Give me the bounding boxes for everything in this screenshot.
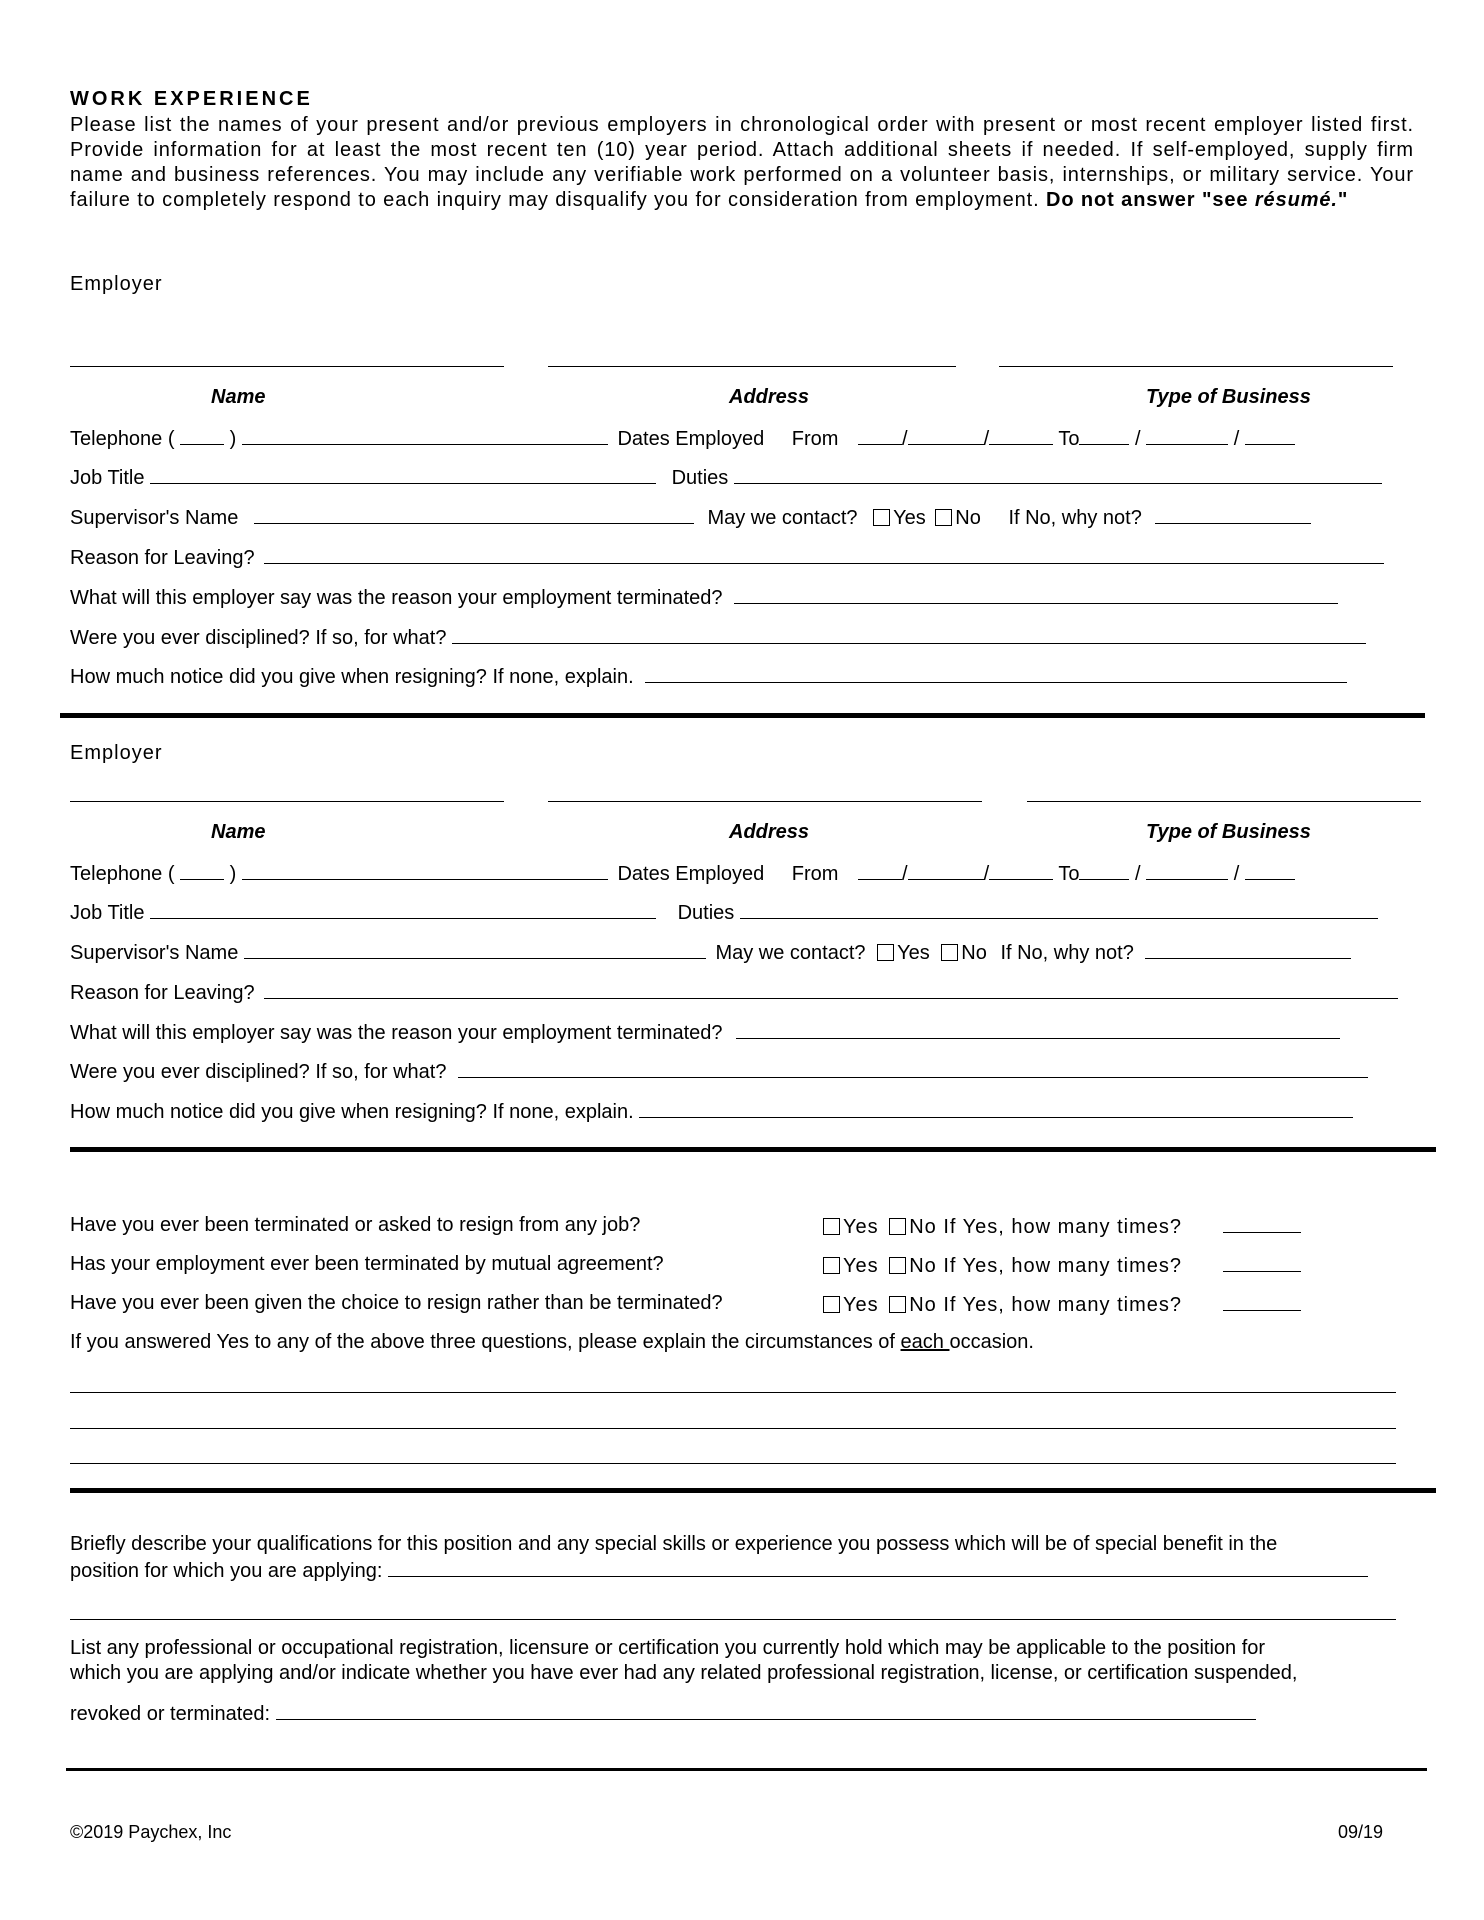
employer-2-type-field[interactable] [1027,801,1421,802]
telephone-label: Telephone ( [70,428,175,450]
employer-1-say-field[interactable] [734,585,1338,604]
employer-1-disciplined-field[interactable] [452,625,1366,644]
employer-1-to-year[interactable] [1245,426,1295,445]
employer-2-disciplined-field[interactable] [458,1059,1368,1078]
q1-times-field[interactable] [1223,1214,1301,1233]
employer-1-notice-row [70,664,1347,688]
employer-2-job-title-field[interactable] [150,900,656,919]
from-label: From [791,428,839,450]
q2-answer-row: Yes No If Yes, how many times? [823,1253,1301,1277]
qualifications-field[interactable] [388,1558,1368,1577]
question-terminated: Have you ever been terminated or asked to resign from any job? [70,1214,641,1236]
employer-1-type-field[interactable] [999,366,1393,367]
employer-1-from-day[interactable] [908,426,984,445]
employer-2-supervisor-row: Supervisor's Name May we contact? Yes No If No, why not? [70,940,1351,964]
employer-2-contact-no-checkbox[interactable] [941,944,958,961]
q2-yes-checkbox[interactable] [823,1257,840,1274]
footer-copyright: ©2019 Paychex, Inc [70,1822,232,1842]
employer-say-label: What will this employer say was the reason your employment terminated? [70,587,723,609]
employer-2-name-field[interactable] [70,801,504,802]
dates-employed-label: Dates Employed [617,428,765,450]
employer-1-job-title-field[interactable] [150,465,656,484]
employer-1-duties-field[interactable] [734,465,1382,484]
employer-1-disciplined-row [70,625,1366,649]
q3-times-field[interactable] [1223,1292,1301,1311]
employer-2-to-year[interactable] [1245,861,1295,880]
employer-1-to-day[interactable] [1146,426,1228,445]
employer-2-to-month[interactable] [1079,861,1129,880]
section-divider-1 [60,713,1425,718]
employer-2-col-name: Name [211,821,266,843]
to-label: To [1058,428,1080,450]
qualifications-line-2: position for which you are applying: [70,1558,1368,1582]
employer-1-supervisor-row [70,505,1311,529]
q1-answer-row: Yes No If Yes, how many times? [823,1214,1301,1238]
qualifications-line-1: Briefly describe your qualifications for this position and any special skills or experience you possess which will be of special benefit in the [70,1533,1278,1555]
employer-1-from-month[interactable] [858,426,902,445]
q1-yes-checkbox[interactable] [823,1218,840,1235]
employer-1-reason-field[interactable] [264,545,1384,564]
employer-2-job-row: Job Title Duties [70,900,1378,924]
employer-2-from-day[interactable] [908,861,984,880]
notice-label: How much notice did you give when resigning? If none, explain. [70,666,634,688]
explain-line-1[interactable] [70,1392,1396,1393]
employer-2-col-type: Type of Business [1146,821,1311,843]
qualifications-line-extra[interactable] [70,1619,1396,1620]
employer-1-contact-yes-checkbox[interactable] [873,509,890,526]
if-no-label: If No, why not? [1008,507,1142,529]
employer-1-address-field[interactable] [548,366,956,367]
section-divider-2 [70,1147,1436,1152]
q3-yes-checkbox[interactable] [823,1296,840,1313]
q3-answer-row: Yes No If Yes, how many times? [823,1292,1301,1316]
employer-2-reason-row: Reason for Leaving? [70,980,1398,1004]
employer-1-to-month[interactable] [1079,426,1129,445]
reason-leaving-label: Reason for Leaving? [70,547,255,569]
employer-2-say-row: What will this employer say was the reason your employment terminated? [70,1020,1340,1044]
employer-2-label: Employer [70,742,163,764]
q2-no-checkbox[interactable] [889,1257,906,1274]
employer-1-reason-row [70,545,1384,569]
q3-no-checkbox[interactable] [889,1296,906,1313]
employer-1-telephone-row: Telephone ( ) Dates Employed From / / To / / [70,426,1295,450]
employer-2-from-year[interactable] [989,861,1053,880]
job-title-label: Job Title [70,467,145,489]
employer-1-say-row [70,585,1338,609]
explain-instruction: If you answered Yes to any of the above three questions, please explain the circumstances of each occasion. [70,1331,1034,1353]
yes-label: Yes [893,507,926,529]
employer-2-duties-field[interactable] [740,900,1378,919]
employer-1-col-address: Address [729,386,810,408]
employer-2-telephone-row: Telephone ( ) Dates Employed From / / To / / [70,861,1295,885]
licensure-line-2: which you are applying and/or indicate whether you have ever had any related professional registration, license, or certification suspended, [70,1662,1298,1684]
employer-1-area-code-field[interactable] [180,426,224,445]
employer-1-contact-no-checkbox[interactable] [935,509,952,526]
employer-2-disciplined-row: Were you ever disciplined? If so, for what? [70,1059,1368,1083]
employer-1-telephone-field[interactable] [242,426,608,445]
employer-1-supervisor-field[interactable] [254,505,694,524]
employer-2-address-field[interactable] [548,801,982,802]
no-label: No [955,507,981,529]
footer-divider [66,1768,1427,1771]
question-choice-to-resign: Have you ever been given the choice to resign rather than be terminated? [70,1292,723,1314]
may-contact-label: May we contact? [707,507,858,529]
employer-1-why-not-field[interactable] [1155,505,1311,524]
employer-2-area-code-field[interactable] [180,861,224,880]
employer-2-col-address: Address [729,821,810,843]
duties-label: Duties [671,467,729,489]
licensure-line-3: revoked or terminated: [70,1701,1256,1725]
intro-text: Please list the names of your present and/or previous employers in chronological order with present or most recent employer listed first. Provide information for at least the most recent ten (10) year period. Attach additional sheets if needed. If self-employed, supply firm name and business references. You may include any verifiable work performed on a volunteer basis, internships, or military service. Your failure to completely respond to each inquiry may disqualify you for consideration from employment. [70,114,1414,211]
employer-1-notice-field[interactable] [645,664,1347,683]
employer-2-notice-row: How much notice did you give when resigning? If none, explain. [70,1099,1353,1123]
licensure-field[interactable] [276,1701,1256,1720]
employer-2-telephone-field[interactable] [242,861,608,880]
intro-paragraph [70,113,1414,213]
employer-2-contact-yes-checkbox[interactable] [877,944,894,961]
disciplined-label: Were you ever disciplined? If so, for what? [70,627,447,649]
employer-2-reason-field[interactable] [264,980,1398,999]
employer-1-label: Employer [70,273,163,295]
explain-line-3[interactable] [70,1463,1396,1464]
q2-times-field[interactable] [1223,1253,1301,1272]
employer-2-supervisor-field[interactable] [244,940,706,959]
employer-1-col-type: Type of Business [1146,386,1311,408]
employer-1-name-field[interactable] [70,366,504,367]
explain-line-2[interactable] [70,1428,1396,1429]
employer-2-say-field[interactable] [736,1020,1340,1039]
employer-2-to-day[interactable] [1146,861,1228,880]
q1-no-checkbox[interactable] [889,1218,906,1235]
employer-1-job-row [70,465,1382,489]
employer-2-notice-field[interactable] [639,1099,1353,1118]
employer-1-from-year[interactable] [989,426,1053,445]
section-divider-3 [70,1488,1436,1493]
licensure-line-1: List any professional or occupational registration, licensure or certification you currently hold which may be applicable to the position for [70,1637,1266,1659]
supervisor-label: Supervisor's Name [70,507,239,529]
employer-2-why-not-field[interactable] [1145,940,1351,959]
employer-2-from-month[interactable] [858,861,902,880]
employer-1-col-name: Name [211,386,266,408]
intro-bold: Do not answer "see résumé." [1046,189,1349,211]
question-mutual-agreement: Has your employment ever been terminated by mutual agreement? [70,1253,664,1275]
footer-revision: 09/19 [1338,1822,1384,1842]
section-title: WORK EXPERIENCE [70,88,313,110]
